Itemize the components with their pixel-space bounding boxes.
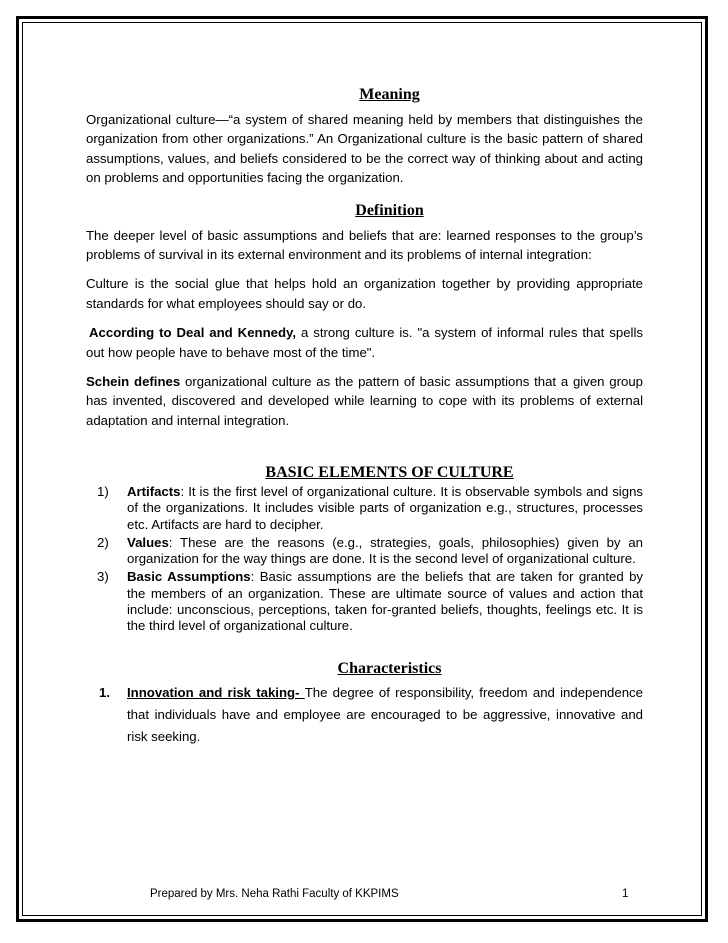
list-item: [86, 484, 643, 533]
list-item: [86, 682, 643, 748]
element-term: Basic Assumptions: [127, 569, 251, 585]
paragraph-definition-2: Culture is the social glue that helps hold an organization together by providing appropriate standards for what employees should say or do.: [86, 276, 643, 311]
characteristics-list: [86, 682, 643, 748]
schein-label: Schein defines: [86, 374, 181, 390]
heading-meaning: Meaning: [359, 86, 420, 103]
page-number: 1: [622, 888, 629, 900]
characteristic-term: Innovation and risk taking-: [127, 685, 305, 701]
list-number: 3): [97, 569, 109, 585]
list-item: [86, 535, 643, 567]
list-item: [86, 569, 643, 634]
elements-list: [86, 484, 643, 634]
list-number: 2): [97, 534, 109, 550]
paragraph-definition-1: The deeper level of basic assumptions and beliefs that are: learned responses to the group’s problems of survival in its external environment and its problems of internal integration:: [86, 227, 643, 263]
deal-kennedy-label: According to Deal and Kennedy,: [89, 325, 297, 341]
element-text: : Basic assumptions are the beliefs that are taken for granted by the members of an organization. These are ultimate source of values and action that include: unconscious, perceptions, taken for-granted beliefs, thoughts, feelings etc. It is the third level of organizational culture.: [127, 569, 643, 633]
paragraph-meaning: Organizational culture—“a system of shared meaning held by members that distinguishes the organization from other organizations.” An Organizational culture is the basic pattern of shared assumptions, values, and beliefs considered to be the correct way of thinking about and acting on problems and opportunities facing the organization.: [86, 112, 643, 186]
list-number: 1.: [99, 685, 110, 701]
footer-credit: Prepared by Mrs. Neha Rathi Faculty of KKPIMS: [150, 888, 399, 900]
heading-basic-elements: BASIC ELEMENTS OF CULTURE: [265, 464, 514, 482]
element-term: Values: [127, 534, 169, 550]
element-term: Artifacts: [127, 484, 181, 500]
schein-text: organizational culture as the pattern of basic assumptions that a given group has invented, discovered and developed while learning to cope with its problems of external adaptation and internal integration.: [86, 374, 643, 428]
heading-characteristics: Characteristics: [337, 660, 442, 678]
heading-definition: Definition: [355, 201, 424, 219]
page-footer: [150, 888, 630, 900]
paragraph-deal-kennedy: [86, 323, 643, 362]
deal-kennedy-text: a strong culture is. "a system of informal rules that spells out how people have to behave most of the time".: [86, 325, 643, 360]
list-number: 1): [97, 484, 109, 500]
paragraph-schein: [86, 372, 643, 430]
document-body: [86, 86, 643, 748]
element-text: : These are the reasons (e.g., strategies, goals, philosophies) given by an organization for the way things are done. It is the second level of organizational culture.: [127, 534, 643, 567]
element-text: : It is the first level of organizational culture. It is observable symbols and signs of the organizations. It includes visible parts of organization e.g., structures, processes etc. Artifacts are hard to decipher.: [127, 484, 643, 532]
characteristic-text: The degree of responsibility, freedom and independence that individuals have and employee are encouraged to be aggressive, innovative and risk seeking.: [127, 685, 643, 745]
